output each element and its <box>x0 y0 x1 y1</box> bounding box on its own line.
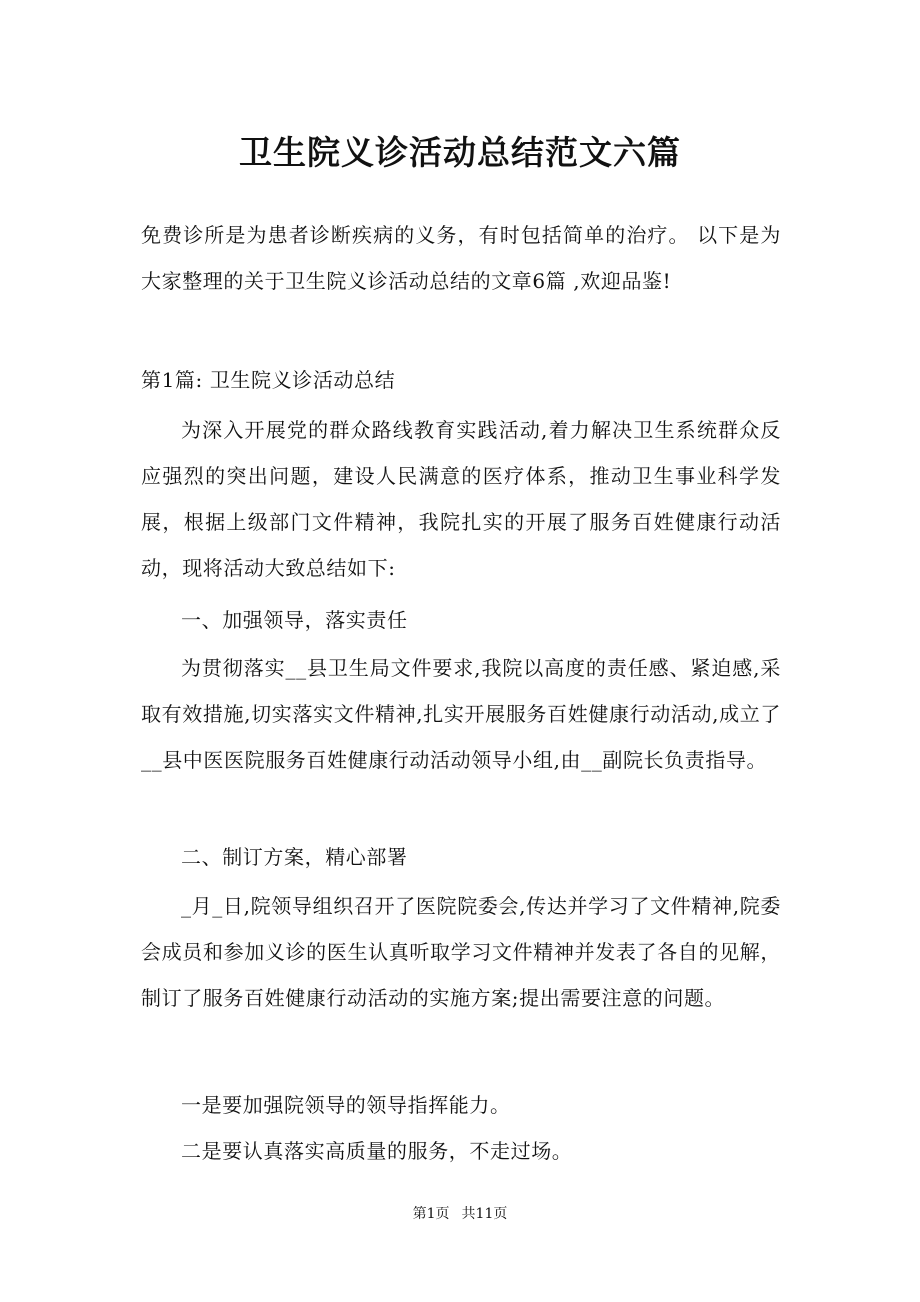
page-total: 共11页 <box>461 1206 508 1222</box>
page-footer <box>0 1204 920 1224</box>
body-paragraph-5: 二是要认真落实高质量的服务，不走过场。 <box>181 1139 573 1163</box>
document-title: 卫生院义诊活动总结范文六篇 <box>239 133 681 172</box>
subheading-1: 一、加强领导，落实责任 <box>181 608 408 632</box>
body-paragraph-1: 为深入开展党的群众路线教育实践活动,着力解决卫生系统群众反应强烈的突出问题，建设人民满意的医疗体系，推动卫生事业科学发展，根据上级部门文件精神，我院扎实的开展了服务百姓健康行动活动，现将活动大致总结如下: <box>141 418 781 580</box>
body-paragraph-4: 一是要加强院领导的领导指挥能力。 <box>181 1093 511 1117</box>
page-number: 第1页 <box>412 1206 450 1222</box>
body-paragraph-2: 为贯彻落实__县卫生局文件要求,我院以高度的责任感、紧迫感,采取有效措施,切实落实文件精神,扎实开展服务百姓健康行动活动,成立了__县中医医院服务百姓健康行动活动领导小组,由__副院长负责指导。 <box>141 656 781 772</box>
section-heading: 第1篇: 卫生院义诊活动总结 <box>141 368 396 392</box>
intro-paragraph: 免费诊所是为患者诊断疾病的义务，有时包括简单的治疗。 以下是为大家整理的关于卫生院义诊活动总结的文章6篇 ,欢迎品鉴! <box>141 223 781 293</box>
body-paragraph-3: _月_日,院领导组织召开了医院院委会,传达并学习了文件精神,院委会成员和参加义诊的医生认真听取学习文件精神并发表了各自的见解，制订了服务百姓健康行动活动的实施方案;提出需要注意的问题。 <box>141 894 781 1010</box>
subheading-2: 二、制订方案，精心部署 <box>181 845 408 869</box>
